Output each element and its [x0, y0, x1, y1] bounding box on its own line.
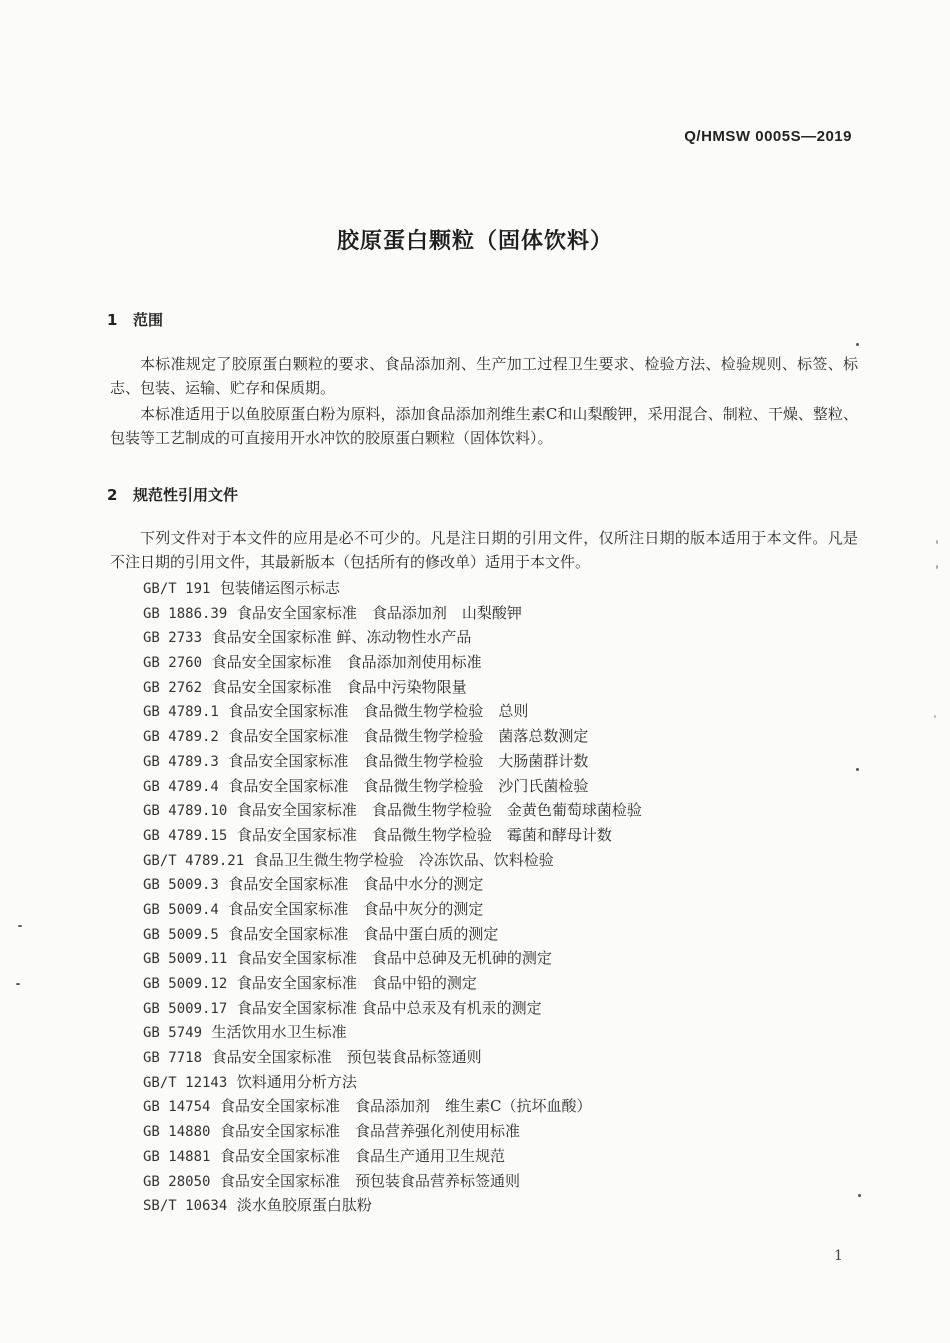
- reference-item: [143, 1119, 642, 1144]
- reference-code: GB 14881: [143, 1148, 211, 1165]
- reference-code: GB 5749: [143, 1025, 203, 1042]
- reference-separator: [227, 1196, 237, 1214]
- scan-speck: [16, 983, 20, 985]
- reference-title: 淡水鱼胶原蛋白肽粉: [236, 1196, 372, 1215]
- section-number: 1: [107, 311, 118, 329]
- reference-title: 食品安全国家标准 食品微生物学检验 大肠菌群计数: [228, 751, 589, 770]
- reference-item: [143, 1020, 642, 1045]
- reference-item: [143, 675, 642, 700]
- reference-separator: [227, 1073, 237, 1091]
- reference-item: [143, 625, 642, 650]
- reference-separator: [202, 1023, 212, 1041]
- scope-paragraph-1: 本标准规定了胶原蛋白颗粒的要求、食品添加剂、生产加工过程卫生要求、检验方法、检验规则、标签、标志、包装、运输、贮存和保质期。: [110, 355, 858, 397]
- reference-separator: [202, 1048, 212, 1066]
- reference-separator: [219, 702, 229, 720]
- reference-item: [143, 971, 642, 996]
- reference-separator: [227, 604, 237, 622]
- reference-title: 食品安全国家标准 食品中水分的测定: [228, 875, 484, 894]
- scan-speck: [936, 540, 938, 544]
- reference-code: GB 5009.17: [143, 1000, 228, 1017]
- reference-code: GB 5009.4: [143, 901, 219, 918]
- reference-code: GB 2733: [143, 630, 203, 647]
- reference-code: GB 5009.11: [143, 951, 228, 968]
- reference-code: GB 4789.3: [143, 753, 219, 770]
- section-heading-scope: [107, 309, 163, 330]
- reference-separator: [219, 925, 229, 943]
- reference-item: [143, 872, 642, 897]
- reference-item: [143, 823, 642, 848]
- reference-title: 食品安全国家标准 食品营养强化剂使用标准: [219, 1122, 520, 1141]
- reference-title: 食品安全国家标准 食品添加剂 维生素C（抗坏血酸）: [219, 1097, 592, 1116]
- reference-separator: [219, 900, 229, 918]
- reference-item: [143, 1094, 642, 1119]
- reference-item: [143, 1144, 642, 1169]
- reference-separator: [227, 999, 237, 1017]
- reference-title: 食品安全国家标准 预包装食品标签通则: [211, 1048, 482, 1067]
- reference-separator: [219, 777, 229, 795]
- reference-item: [143, 897, 642, 922]
- reference-title: 食品安全国家标准 食品中污染物限量: [211, 677, 467, 696]
- reference-title: 饮料通用分析方法: [236, 1072, 357, 1091]
- reference-title: 包装储运图示标志: [219, 579, 340, 597]
- reference-code: GB 14880: [143, 1124, 211, 1141]
- reference-title: 食品安全国家标准 食品中总汞及有机汞的测定: [236, 998, 542, 1017]
- page-number: 1: [834, 1248, 843, 1264]
- standard-code: Q/HMSW 0005S—2019: [684, 128, 852, 145]
- reference-separator: [219, 875, 229, 893]
- reference-item: [143, 1045, 642, 1070]
- reference-code: GB 14754: [143, 1099, 211, 1116]
- reference-code: GB/T 4789.21: [143, 852, 245, 869]
- reference-separator: [244, 851, 254, 869]
- reference-code: GB 2760: [143, 655, 203, 672]
- reference-code: SB/T 10634: [143, 1198, 228, 1215]
- reference-code: GB/T 191: [143, 581, 211, 597]
- reference-title: 食品安全国家标准 食品微生物学检验 总则: [228, 702, 529, 721]
- scan-speck: [856, 343, 859, 346]
- scan-speck: [858, 1194, 861, 1197]
- section-title: 规范性引用文件: [133, 486, 239, 504]
- reference-title: 食品安全国家标准 食品微生物学检验 沙门氏菌检验: [228, 776, 589, 795]
- reference-separator: [219, 727, 229, 745]
- reference-separator: [227, 801, 237, 819]
- reference-title: 食品安全国家标准 食品微生物学检验 霉菌和酵母计数: [236, 825, 612, 844]
- reference-title: 食品安全国家标准 食品中铅的测定: [236, 974, 477, 992]
- reference-code: GB 2762: [143, 679, 203, 696]
- reference-separator: [202, 678, 212, 696]
- reference-code: GB 4789.2: [143, 729, 219, 746]
- reference-code: GB 4789.4: [143, 778, 219, 795]
- reference-code: GB 4789.1: [143, 704, 219, 721]
- reference-item: [143, 576, 642, 601]
- reference-code: GB 7718: [143, 1050, 203, 1067]
- reference-code: GB 1886.39: [143, 605, 228, 622]
- reference-item: [143, 798, 642, 823]
- reference-code: GB 5009.12: [143, 976, 228, 992]
- reference-title: 食品安全国家标准 食品中灰分的测定: [228, 899, 484, 918]
- reference-separator: [202, 628, 212, 646]
- reference-item: [143, 749, 642, 774]
- reference-separator: [227, 826, 237, 844]
- reference-separator: [210, 579, 220, 597]
- scan-speck: [856, 768, 859, 771]
- reference-separator: [210, 1172, 220, 1190]
- reference-title: 食品安全国家标准 食品生产通用卫生规范: [219, 1146, 505, 1165]
- reference-item: [143, 774, 642, 799]
- reference-item: [143, 922, 642, 947]
- reference-separator: [227, 974, 237, 992]
- scan-speck: [18, 925, 22, 927]
- section-number: 2: [107, 486, 118, 504]
- reference-title: 食品安全国家标准 食品添加剂使用标准: [211, 653, 482, 672]
- reference-item: [143, 1070, 642, 1095]
- reference-code: GB 5009.5: [143, 926, 219, 943]
- section-title: 范围: [133, 311, 164, 329]
- reference-title: 食品安全国家标准 食品微生物学检验 金黄色葡萄球菌检验: [236, 801, 642, 820]
- scope-paragraph-2: 本标准适用于以鱼胶原蛋白粉为原料，添加食品添加剂维生素C和山梨酸钾，采用混合、制粒、干燥、整粒、包装等工艺制成的可直接用开水冲饮的胶原蛋白颗粒（固体饮料）。: [110, 405, 858, 447]
- reference-separator: [202, 653, 212, 671]
- reference-item: [143, 724, 642, 749]
- reference-separator: [227, 949, 237, 967]
- reference-separator: [219, 752, 229, 770]
- scan-speck: [936, 565, 938, 569]
- reference-title: 食品安全国家标准 预包装食品营养标签通则: [219, 1171, 520, 1190]
- reference-item: [143, 650, 642, 675]
- reference-title: 生活饮用水卫生标准: [211, 1023, 347, 1042]
- reference-item: [143, 848, 642, 873]
- references-intro-paragraph: 下列文件对于本文件的应用是必不可少的。凡是注日期的引用文件，仅所注日期的版本适用于本文件。凡是不注日期的引用文件，其最新版本（包括所有的修改单）适用于本文件。: [110, 529, 858, 571]
- reference-code: GB/T 12143: [143, 1074, 228, 1091]
- reference-title: 食品卫生微生物学检验 冷冻饮品、饮料检验: [253, 850, 554, 869]
- reference-code: GB 28050: [143, 1173, 211, 1190]
- reference-title: 食品安全国家标准 食品中蛋白质的测定: [228, 924, 499, 943]
- reference-item: [143, 996, 642, 1021]
- reference-item: [143, 601, 642, 626]
- reference-code: GB 5009.3: [143, 877, 219, 894]
- reference-item: [143, 1169, 642, 1194]
- reference-code: GB 4789.10: [143, 803, 228, 820]
- reference-code: GB 4789.15: [143, 827, 228, 844]
- reference-title: 食品安全国家标准 食品微生物学检验 菌落总数测定: [228, 727, 589, 746]
- document-title: 胶原蛋白颗粒（固体饮料）: [336, 229, 613, 254]
- reference-separator: [210, 1122, 220, 1140]
- reference-separator: [210, 1097, 220, 1115]
- reference-title: 食品安全国家标准 鲜、冻动物性水产品: [211, 628, 472, 647]
- reference-separator: [210, 1147, 220, 1165]
- reference-item: [143, 699, 642, 724]
- reference-item: [143, 946, 642, 971]
- section-heading-normative-references: [107, 484, 238, 505]
- reference-item: [143, 1193, 642, 1218]
- reference-list: [143, 576, 642, 1218]
- scan-speck: [934, 715, 936, 718]
- reference-title: 食品安全国家标准 食品添加剂 山梨酸钾: [236, 603, 522, 622]
- reference-title: 食品安全国家标准 食品中总砷及无机砷的测定: [236, 949, 552, 968]
